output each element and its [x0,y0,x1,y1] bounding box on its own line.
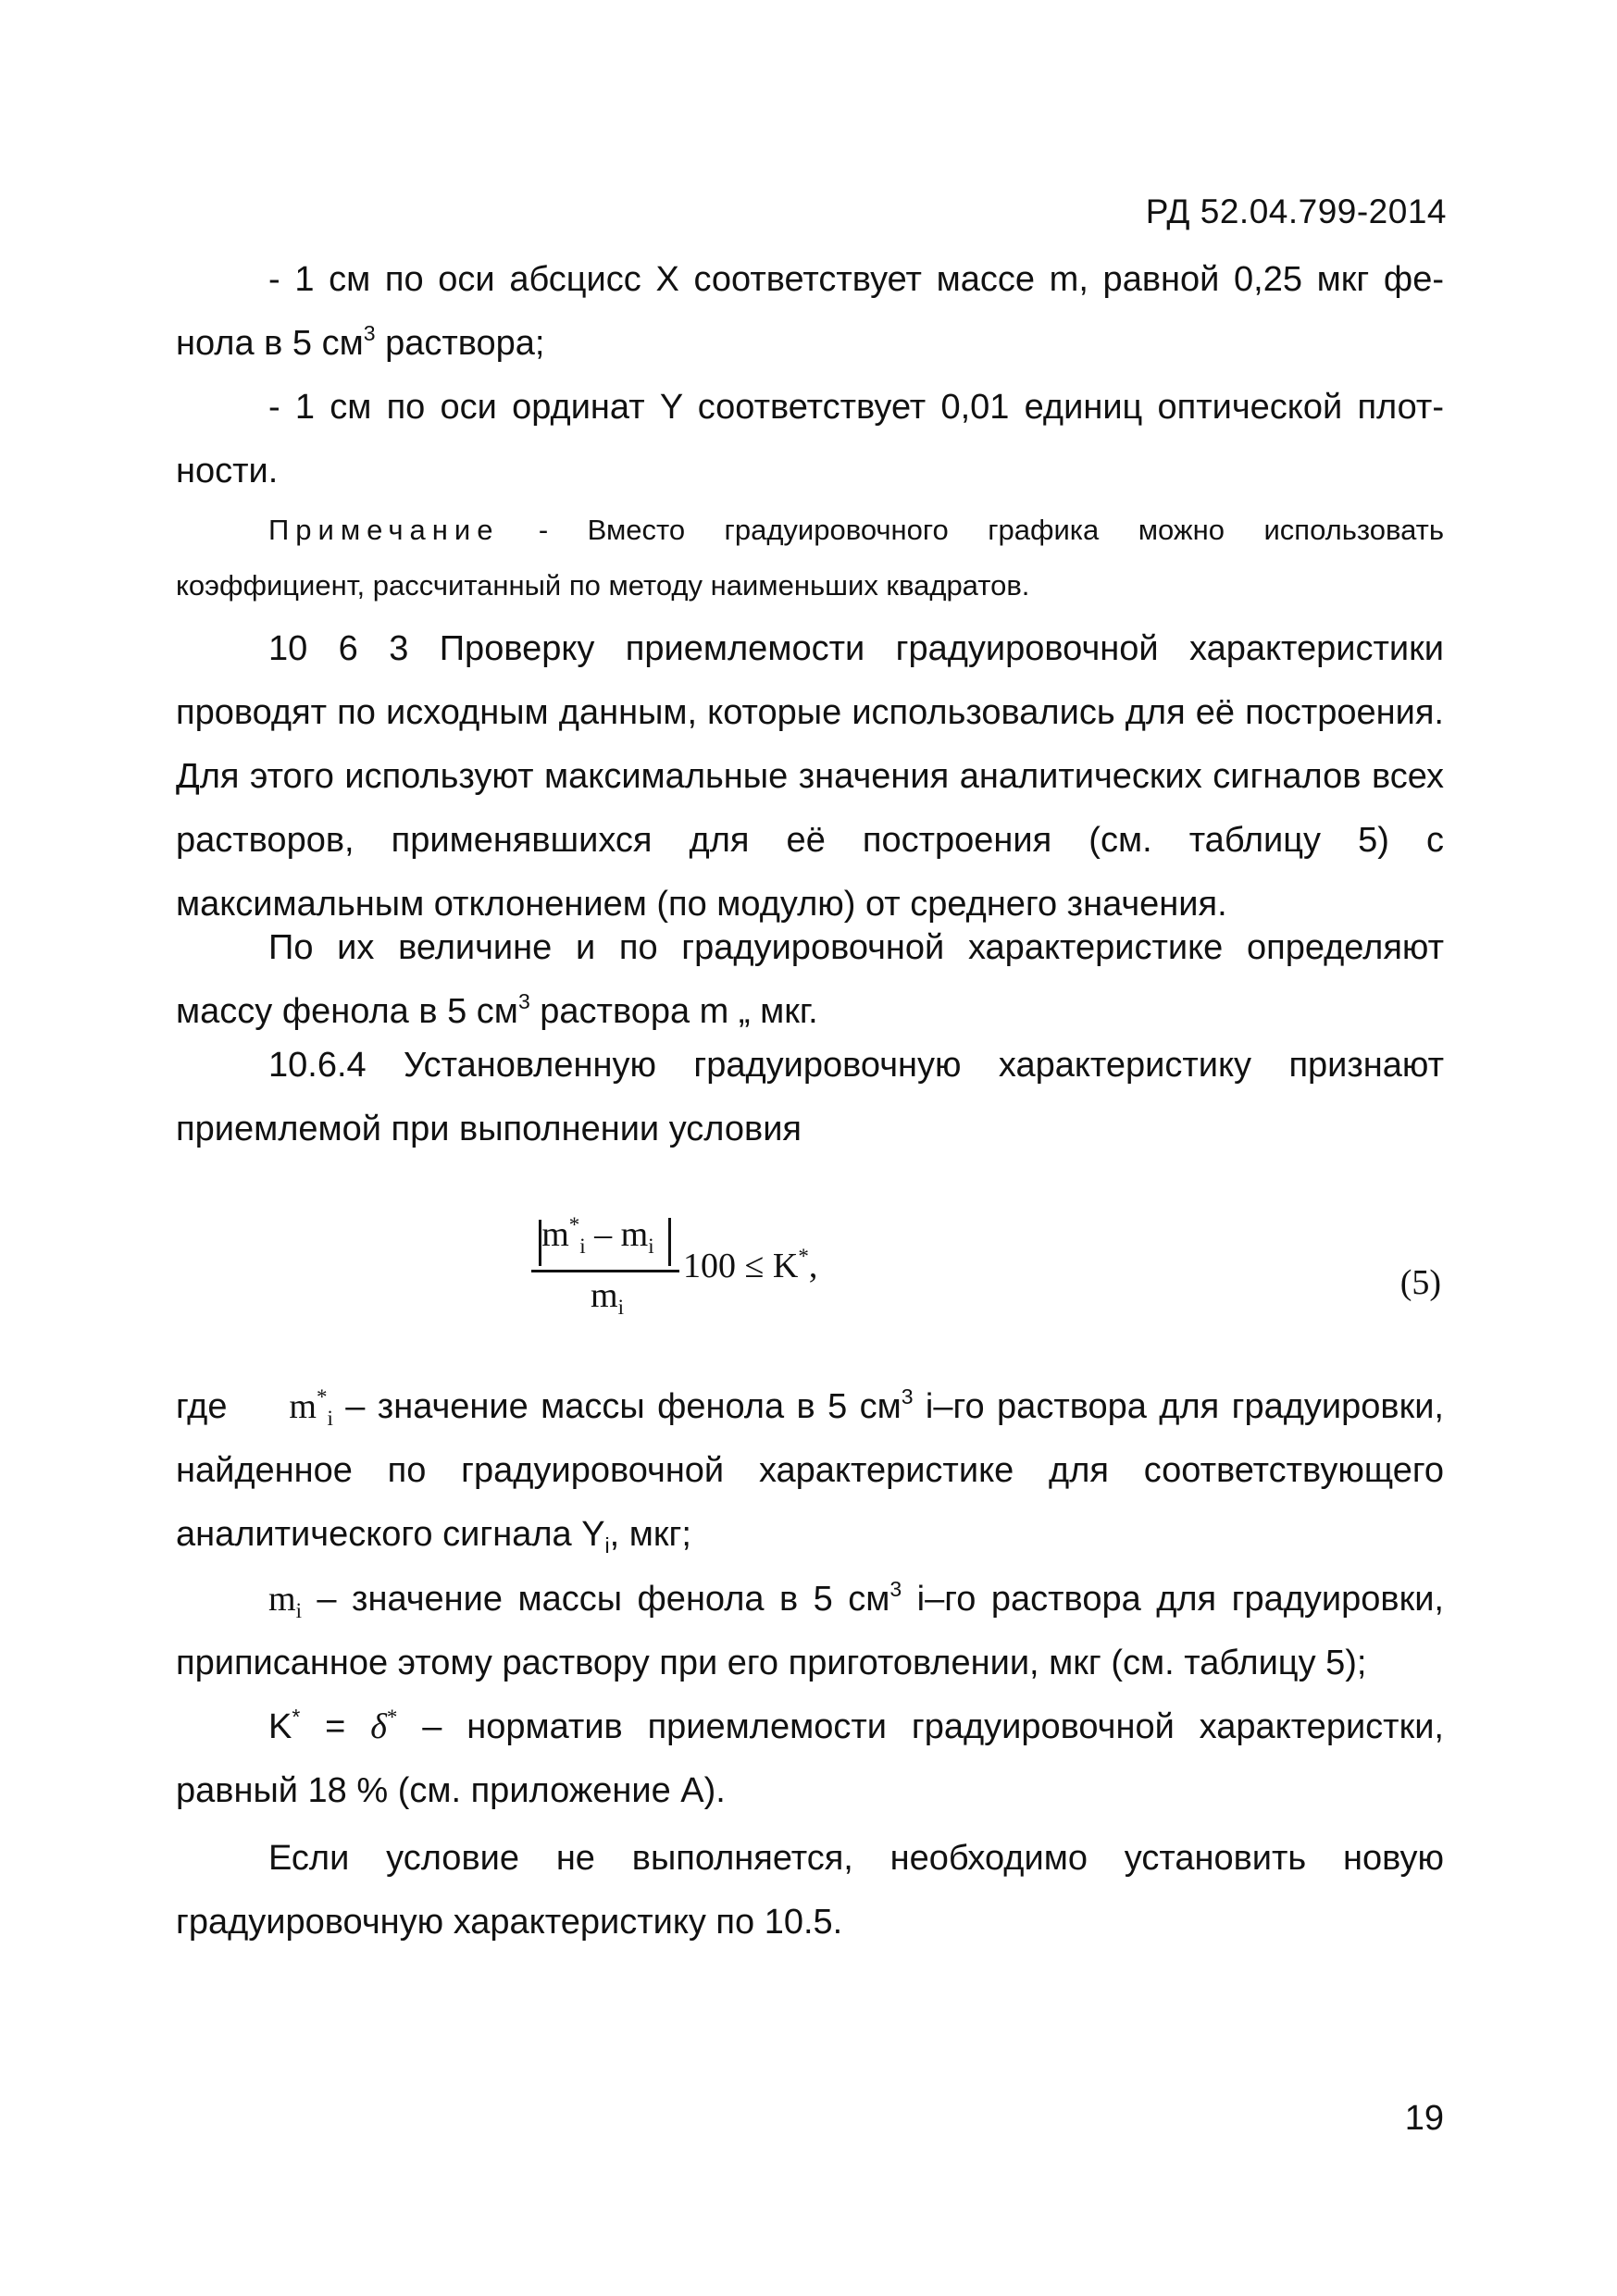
where-word: где [176,1387,228,1426]
formula-denominator: $m_i$ [591,1276,624,1319]
x-axis-line-2: нола в 5 $см^3$ раствора; [176,321,545,363]
abs-bar-right [668,1218,671,1266]
paragraph-10-6-4: 10.6.4 Установленную градуировочную характеристику признают приемлемой при выполнении условия [176,1046,1444,1148]
m-star-symbol: $m^*_i$ [289,1385,333,1430]
paragraph-y-axis-scale [176,376,1444,503]
note-block [176,503,1444,614]
formula-numerator: $m^*_i - m_i$ [541,1213,654,1258]
document-code: РД 52.04.799-2014 [1145,192,1447,230]
equation-number: (5) [1399,1263,1441,1302]
definition-m-star: где $m^*_i$ – значение массы фенола в 5 $см^3$ i–го раствора для градуировки, найденное по градуировочной характеристике для соответствующего аналитического сигнала $Y_i$, мкг; [176,1384,1444,1558]
m-i-symbol: $m_i$ [268,1580,302,1622]
paragraph-x-axis-scale [176,248,1444,376]
fraction-line [531,1270,679,1272]
definition-k-star: K* = δ* – норматив приемлемости градуировочной характеристки, равный 18 % (см. приложение А). [176,1705,1444,1810]
acceptance-formula [528,1214,916,1325]
y-axis-line-1: - 1 см по оси ординат Y соответствует 0,01 единиц оптической плот- [268,388,1444,427]
formula-rest: 100 ≤ K*, [683,1245,818,1285]
page-number: 19 [1404,2099,1444,2138]
y-axis-line-2: ности. [176,452,279,490]
definition-m-i: $m_i$ – значение массы фенола в 5 $см^3$ i–го раствора для градуировки, приписанное этому раствору при его приготовлении, мкг (см. таблицу 5); [176,1577,1444,1682]
note-text: - Вместо градуировочного графика можно использовать коэффициент, рассчитанный по методу наименьших квадратов. [176,514,1444,602]
paragraph-condition-not-met: Если условие не выполняется, необходимо установить новую градуировочную характеристику по 10.5. [176,1839,1444,1942]
paragraph-10-6-3: 10 6 3 Проверку приемлемости градуировочной характеристики проводят по исходным данным, которые использовались для её построения. Для этого используют максимальные значения аналитических сигналов всех растворов, применявшихся для её построения (см. таблицу 5) с максимальным отклонением (по модулю) от среднего значения. [176,629,1444,924]
x-axis-line-1: - 1 см по оси абсцисс X соответствует массе m, равной 0,25 мкг фе- [268,260,1444,299]
paragraph-mass-determination: По их величине и по градуировочной характеристике определяют массу фенола в 5 $см^3$ раствора m „ мкг. [176,928,1444,1031]
delta-symbol: δ* [370,1706,398,1746]
note-label: Примечание [268,514,500,546]
